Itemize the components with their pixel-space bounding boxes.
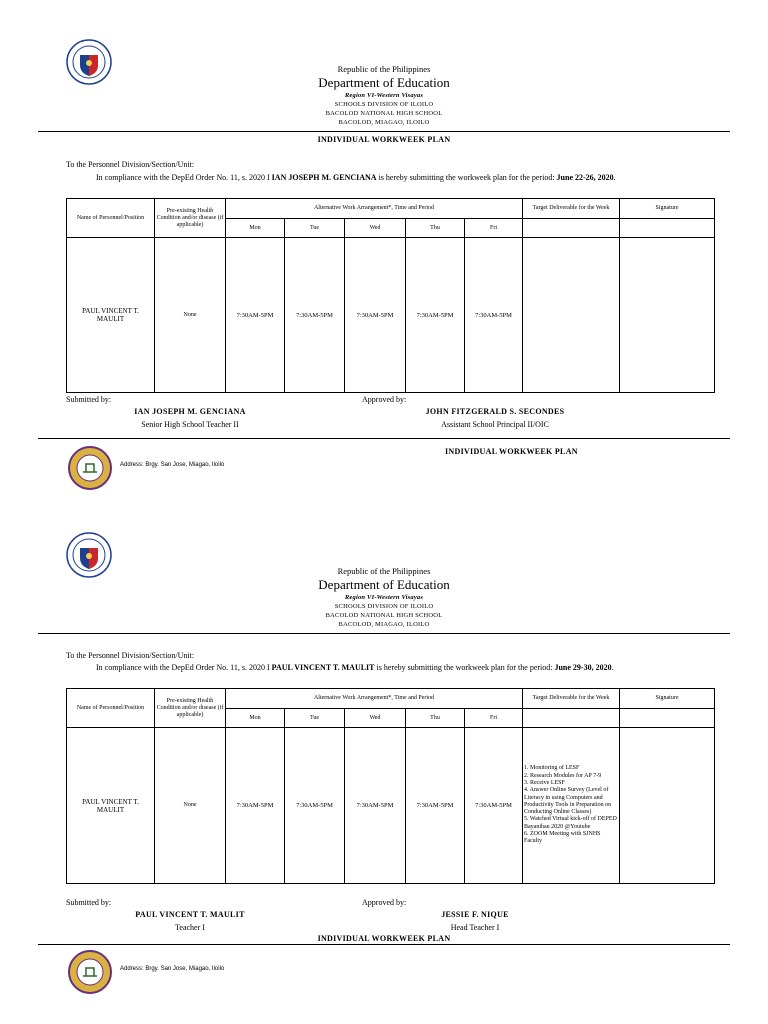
signature-cell [620,238,715,393]
day-fri: Fri [465,219,523,238]
department-line: Department of Education [318,75,450,90]
time-thu: 7:30AM-5PM [406,238,465,393]
workweek-table [66,198,715,393]
list-item: 4. Answer Online Survey (Level of Literacy in using Computers and Productivity Tools in Preparation on Conducting Online Classes) [524,787,612,816]
school-seal-icon [68,446,112,490]
personnel-name: PAUL VINCENT T. MAULIT [67,238,155,393]
footer-divider [38,438,730,439]
footer-address: Address: Brgy. San Jose, Miagao, Iloilo [120,462,225,468]
time-mon: 7:30AM-5PM [226,728,285,884]
day-tue: Tue [285,709,345,728]
time-fri: 7:30AM-5PM [465,728,523,884]
submitted-position: Teacher I [175,923,205,932]
list-item: 6. ZOOM Meeting with SJNHS Faculty [524,831,601,845]
approved-by-label: Approved by: [362,898,407,907]
table-row [67,238,715,393]
department-line: Department of Education [318,577,450,592]
submitted-position: Senior High School Teacher II [141,420,239,429]
submitted-by-label: Submitted by: [66,395,112,404]
day-wed: Wed [345,709,406,728]
col-name-header: Name of Personnel/Position [67,199,155,238]
deliverables-cell [523,728,620,884]
header-divider [38,131,730,132]
day-thu: Thu [406,219,465,238]
day-thu: Thu [406,709,465,728]
address-line: BACOLOD, MIAGAO, ILOILO [338,621,430,628]
footer-divider [38,944,730,945]
col-health-header: Pre-existing Health Condition and/or disease (if applicable) [155,689,226,728]
deliverables-cell [523,238,620,393]
approved-by-label: Approved by: [362,395,407,404]
time-wed: 7:30AM-5PM [345,238,406,393]
republic-line: Republic of the Philippines [337,566,431,576]
approved-position: Assistant School Principal II/OIC [441,420,549,429]
form-title: INDIVIDUAL WORKWEEK PLAN [317,135,451,144]
header-divider [38,633,730,634]
footer-address: Address: Brgy. San Jose, Miagao, Iloilo [120,966,225,972]
approved-position: Head Teacher I [450,923,500,932]
addressee: To the Personnel Division/Section/Unit: [66,160,195,169]
col-deliverable-header: Target Deliverable for the Week [523,199,620,219]
health-condition: None [155,728,226,884]
day-tue: Tue [285,219,345,238]
time-tue: 7:30AM-5PM [285,238,345,393]
division-line: SCHOOLS DIVISION OF ILOILO [334,603,434,610]
school-line: BACOLOD NATIONAL HIGH SCHOOL [325,110,443,117]
day-mon: Mon [226,709,285,728]
col-signature-header: Signature [620,689,715,709]
region-line: Region VI-Western Visayas [344,594,424,601]
personnel-name: PAUL VINCENT T. MAULIT [67,728,155,884]
list-item: 5. Watched Virtual kick-off of DEPED Bayanihan 2020 @Youtube [524,816,617,830]
time-thu: 7:30AM-5PM [406,728,465,884]
time-tue: 7:30AM-5PM [285,728,345,884]
day-wed: Wed [345,219,406,238]
col-awa-header: Alternative Work Arrangement*, Time and Period [226,689,523,709]
footer-title: INDIVIDUAL WORKWEEK PLAN [445,447,578,456]
table-row [67,728,715,884]
republic-line: Republic of the Philippines [337,64,431,74]
school-line: BACOLOD NATIONAL HIGH SCHOOL [325,612,443,619]
col-signature-header: Signature [620,199,715,219]
health-condition: None [155,238,226,393]
division-line: SCHOOLS DIVISION OF ILOILO [334,101,434,108]
time-mon: 7:30AM-5PM [226,238,285,393]
col-deliverable-header: Target Deliverable for the Week [523,689,620,709]
time-wed: 7:30AM-5PM [345,728,406,884]
time-fri: 7:30AM-5PM [465,238,523,393]
col-awa-header: Alternative Work Arrangement*, Time and Period [226,199,523,219]
col-health-header: Pre-existing Health Condition and/or disease (if applicable) [155,199,226,238]
region-line: Region VI-Western Visayas [344,92,424,99]
approved-name: JESSIE F. NIQUE [441,910,509,919]
compliance-statement: In compliance with the DepEd Order No. 11, s. 2020 I PAUL VINCENT T. MAULIT is hereby submitting the workweek plan for the period: June 29-30, 2020. [96,663,614,672]
approved-name: JOHN FITZGERALD S. SECONDES [425,407,565,416]
workweek-table [66,688,715,884]
address-line: BACOLOD, MIAGAO, ILOILO [338,119,430,126]
list-item: 1. Monitoring of LESF [524,765,580,772]
list-item: 2. Research Modules for AP 7-9 [524,772,602,779]
submitted-name: PAUL VINCENT T. MAULIT [135,910,245,919]
addressee: To the Personnel Division/Section/Unit: [66,651,195,660]
form-title: INDIVIDUAL WORKWEEK PLAN [317,934,451,943]
submitted-name: IAN JOSEPH M. GENCIANA [134,407,246,416]
day-fri: Fri [465,709,523,728]
day-mon: Mon [226,219,285,238]
col-name-header: Name of Personnel/Position [67,689,155,728]
compliance-statement: In compliance with the DepEd Order No. 11, s. 2020 I IAN JOSEPH M. GENCIANA is hereby submitting the workweek plan for the period: June 22-26, 2020. [96,173,616,182]
submitted-by-label: Submitted by: [66,898,112,907]
signature-cell [620,728,715,884]
school-seal-icon [68,950,112,994]
list-item: 3. Receive LESF [524,779,565,786]
